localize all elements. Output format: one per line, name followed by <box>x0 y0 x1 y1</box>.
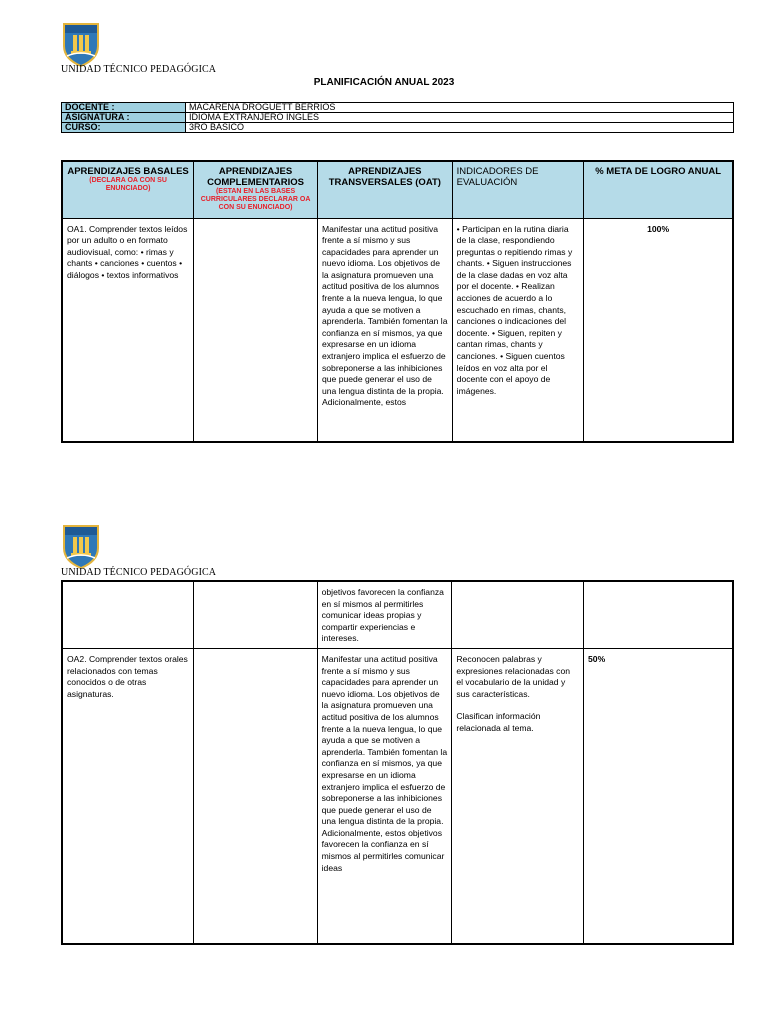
cont-meta <box>584 581 733 648</box>
school-crest-icon <box>61 20 101 68</box>
oa1-indicadores: • Participan en la rutina diaria de la clase, respondiendo preguntas o repitiendo rimas y chants. • Siguen instrucciones de la clase dadas en voz alta por el docente. • Realizan acciones de acuerdo a lo escuchado en rimas, chants, canciones o indicaciones del docente. • Siguen, repiten y cantan rimas, chants y canciones. • Siguen cuentos leídos en voz alta por el docente con el apoyo de imágenes. <box>452 218 584 442</box>
curso-label: CURSO: <box>62 123 186 133</box>
paragraph-gap <box>456 700 579 711</box>
school-logo-page2 <box>61 522 101 570</box>
oa2-indicador-1: Reconocen palabras y expresiones relacionadas con el vocabulario de la unidad y sus características. <box>456 653 571 699</box>
unit-label: UNIDAD TÉCNICO PEDAGÓGICA <box>61 64 217 75</box>
header-indicadores: INDICADORES DE EVALUACIÓN <box>452 161 584 218</box>
oa2-complementario <box>194 648 317 944</box>
table-row-oa1 <box>62 218 733 442</box>
cont-indicadores <box>452 581 584 648</box>
header-complementarios <box>194 161 318 218</box>
cont-transversal: objetivos favorecen la confianza en sí mismos al permitirles comunicar ideas propias y compartir experiencias e intereses. <box>317 581 452 648</box>
oa2-indicador-2: Clasifican información relacionada al tema. <box>456 711 541 733</box>
school-crest-icon <box>61 522 101 570</box>
header-basales-label: APRENDIZAJES BASALES <box>67 166 189 177</box>
oa2-basal: OA2. Comprender textos orales relacionados con temas conocidos o de otras asignaturas. <box>62 648 194 944</box>
header-basales <box>62 161 194 218</box>
oa1-basal: OA1. Comprender textos leídos por un adulto o en formato audiovisual, como: • rimas y chants • canciones • cuentos • diálogos • textos informativos <box>62 218 194 442</box>
info-table <box>61 102 734 133</box>
table-row-continuation <box>62 581 733 648</box>
info-row-asignatura <box>62 113 734 123</box>
oa1-transversal: Manifestar una actitud positiva frente a sí mismo y sus capacidades para aprender un nuevo idioma. Los objetivos de la asignatura promueven una actitud positiva de los alumnos frente a la nueva lengua, lo que ayuda a que se motiven a aprenderla. También fomentan la confianza en sí mismos, ya que expresarse en un idioma extranjero implica el esfuerzo de sobreponerse a las inhibiciones que puede generar el uso de una lengua distinta de la propia. Adicionalmente, estos <box>317 218 452 442</box>
planning-table-page1 <box>61 160 734 443</box>
docente-value: MACARENA DROGUETT BERRIOS <box>186 103 734 113</box>
cont-complementario <box>194 581 317 648</box>
header-transversales: APRENDIZAJES TRANSVERSALES (OAT) <box>317 161 452 218</box>
oa2-transversal: Manifestar una actitud positiva frente a sí mismo y sus capacidades para aprender un nuevo idioma. Los objetivos de la asignatura promueven una actitud positiva de los alumnos frente a la nueva lengua, lo que ayuda a que se motiven a aprenderla. También fomentan la confianza en sí mismos, ya que expresarse en un idioma extranjero implica el esfuerzo de sobreponerse a las inhibiciones que puede generar el uso de una lengua distinta de la propia. Adicionalmente, estos objetivos favorecen la confianza en sí mismos al permitirles comunicar ideas <box>317 648 452 944</box>
header-basales-note: (DECLARA OA CON SU ENUNCIADO) <box>89 177 167 192</box>
school-logo <box>61 20 101 68</box>
table-header-row <box>62 161 733 218</box>
unit-label-page2: UNIDAD TÉCNICO PEDAGÓGICA <box>61 567 217 578</box>
oa2-indicadores <box>452 648 584 944</box>
oa1-complementario <box>194 218 318 442</box>
asignatura-label: ASIGNATURA : <box>62 113 186 123</box>
oa2-meta: 50% <box>584 648 733 944</box>
header-complementarios-note: (ESTAN EN LAS BASES CURRICULARES DECLARAR OA CON SU ENUNCIADO) <box>200 188 311 211</box>
header-meta: % META DE LOGRO ANUAL <box>584 161 733 218</box>
info-row-curso <box>62 123 734 133</box>
info-row-docente <box>62 103 734 113</box>
docente-label: DOCENTE : <box>62 103 186 113</box>
oa1-meta: 100% <box>584 218 733 442</box>
page-title: PLANIFICACIÓN ANUAL 2023 <box>313 77 455 88</box>
curso-value: 3RO BÁSICO <box>186 123 734 133</box>
cont-basal <box>62 581 194 648</box>
asignatura-value: IDIOMA EXTRANJERO INGLÉS <box>186 113 734 123</box>
table-row-oa2 <box>62 648 733 944</box>
header-complementarios-label: APRENDIZAJES COMPLEMENTARIOS <box>207 166 305 188</box>
planning-table-page2 <box>61 580 734 945</box>
